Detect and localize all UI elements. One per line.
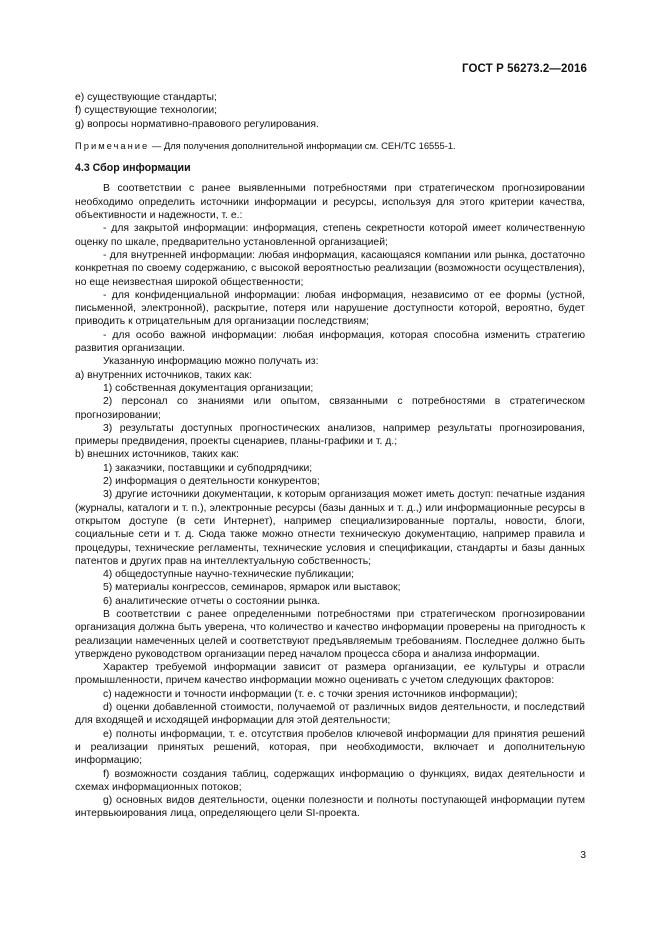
list-item: b) внешних источников, таких как: [75, 449, 239, 461]
list-item: 2) персонал со знаниями или опытом, связанными с потребностями в стратегическом прогнозировании; [75, 396, 585, 421]
list-item: d) оценки добавленной стоимости, получаемой от различных видов деятельности, и последствий для входящей и исходящей информации для этой деятельности; [75, 702, 585, 727]
note-text: — Для получения дополнительной информации см. CEH/TC 16555-1. [149, 139, 456, 151]
page-number: 3 [580, 850, 586, 861]
list-item: 4) общедоступные научно-технические публикации; [103, 569, 355, 581]
list-item: а) внутренних источников, таких как: [75, 369, 252, 381]
list-item: 1) собственная документация организации; [103, 382, 314, 394]
paragraph: В соответствии с ранее определенными потребностями при стратегическом прогнозировании организация должна быть уверена, что количество и качество информации проверены на пригодность к реализации намеченных целей и соответствуют предъявляемым требованиям. Последнее должно быть утверждено руководством организации перед началом процесса сбора и анализа информации. [75, 608, 585, 660]
section-title: 4.3 Сбор информации [75, 162, 191, 175]
list-item: - для конфиденциальной информации: любая информация, независимо от ее формы (устной, письменной, электронной), раскрытие, потеря или нарушение доступности которой, вероятно, будет приводить к отрицательным для организации последствиям; [75, 289, 585, 328]
list-item: - для закрытой информации: информация, степень секретности которой имеет количественную оценку по шкале, предварительно установленной организацией; [75, 223, 585, 248]
list-item: с) надежности и точности информации (т. е. с точки зрения источников информации); [103, 688, 518, 700]
page-content [75, 91, 585, 821]
list-item: 5) материалы конгрессов, семинаров, ярмарок или выставок; [103, 582, 401, 594]
paragraph: Указанную информацию можно получать из: [103, 356, 319, 368]
list-item: - для внутренней информации: любая информация, касающаяся компании или рынка, достаточно конкретная по своему содержанию, с высокой вероятностью реализации (возможности осуществления), но еще неизвестная широкой общественности; [75, 249, 585, 288]
list-item: 3) другие источники документации, к которым организация может иметь доступ: печатные издания (журналы, каталоги и т. п.), электронные ресурсы (базы данных и т. д.,) или информационные ресурсы в открытом доступе (в сети Интернет), например специализированные порталы, новости, блоги, социальные сети и т. д. Сюда также можно отнести техническую документацию, например правила и процедуры, технические регламенты, технические условия и спецификации, стандарты и базы данных патентов и других прав на интеллектуальную собственность; [75, 489, 585, 567]
list-item: 6) аналитические отчеты о состоянии рынка. [103, 595, 321, 607]
document-header: ГОСТ Р 56273.2—2016 [462, 63, 587, 75]
list-item: f) существующие технологии; [75, 105, 218, 117]
paragraph: В соответствии с ранее выявленными потребностями при стратегическом прогнозировании необходимо определить источники информации и ресурсы, используя для этого критерии качества, объективности и надежности, т. е.: [75, 183, 585, 222]
note [75, 139, 585, 152]
list-item: - для особо важной информации: любая информация, которая способна изменить стратегию развития организации. [75, 329, 585, 355]
list-item: f) возможности создания таблиц, содержащих информацию о функциях, видах деятельности и схемах информационных потоков; [75, 768, 585, 793]
list-item: g) основных видов деятельности, оценки полезности и полноты поступающей информации путем интервьюирования лица, определяющего цели SI-проекта. [75, 795, 585, 820]
list-item: 2) информация о деятельности конкурентов; [103, 476, 320, 488]
list-item: g) вопросы нормативно-правового регулирования. [75, 118, 319, 130]
list-item: 3) результаты доступных прогностических анализов, например результаты прогнозирования, примеры предвидения, проекты сценариев, планы-графики и т. д.; [75, 422, 585, 448]
note-label: Примечание [75, 139, 150, 151]
list-item: е) полноты информации, т. е. отсутствия пробелов ключевой информации для принятия решений и реализации принятых решений, которая, при необходимости, включает и дополнительную информацию; [75, 728, 585, 767]
list-item: е) существующие стандарты; [75, 92, 217, 103]
list-item: 1) заказчики, поставщики и субподрядчики; [103, 462, 313, 474]
paragraph: Характер требуемой информации зависит от размера организации, ее культуры и отрасли промышленности, причем качество информации можно оценивать с учетом следующих факторов: [75, 662, 585, 687]
